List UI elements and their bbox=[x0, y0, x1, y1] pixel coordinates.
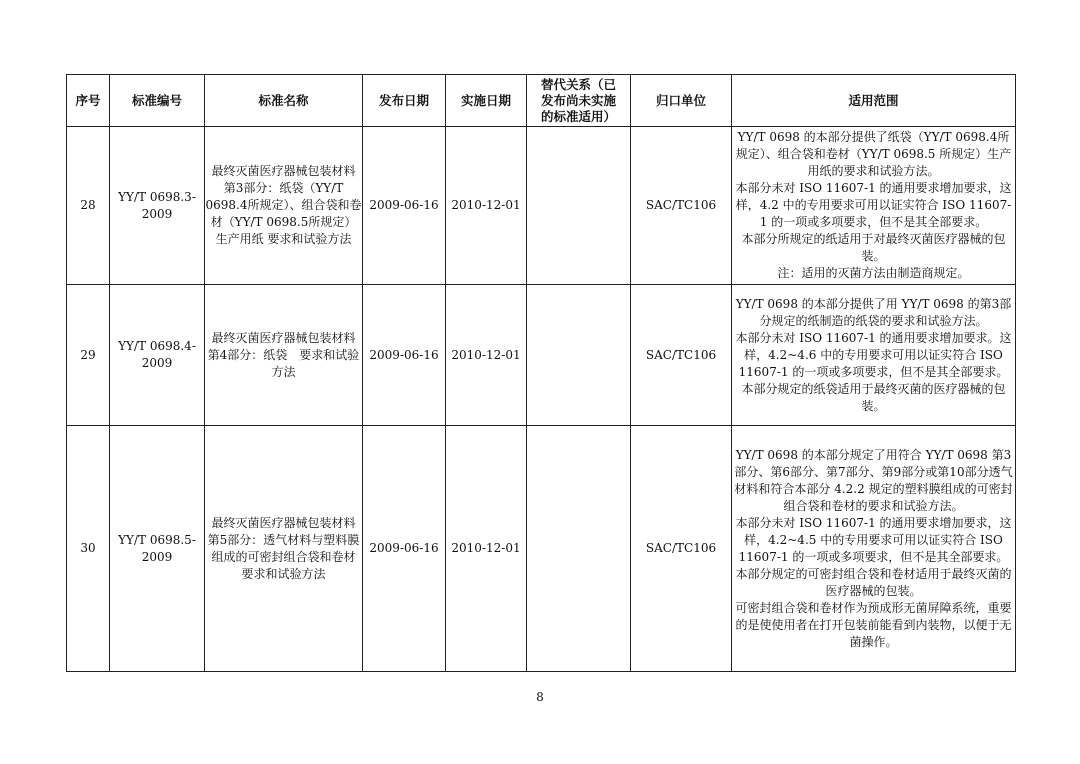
header-name: 标准名称 bbox=[205, 75, 363, 127]
header-dept: 归口单位 bbox=[631, 75, 732, 127]
cell-scope bbox=[732, 426, 1016, 672]
scope-paragraph: 可密封组合袋和卷材作为预成形无菌屏障系统，重要的是使使用者在打开包装前能看到内装物，以便于无菌操作。 bbox=[735, 600, 1012, 649]
header-scope: 适用范围 bbox=[732, 75, 1016, 127]
cell-name: 最终灭菌医疗器械包装材料 第4部分：纸袋 要求和试验方法 bbox=[205, 285, 363, 426]
scope-paragraph: 本部分规定的纸袋适用于最终灭菌的医疗器械的包装。 bbox=[741, 381, 1006, 413]
cell-seq: 29 bbox=[67, 285, 110, 426]
cell-scope bbox=[732, 127, 1016, 285]
table-row bbox=[67, 426, 1016, 672]
header-seq: 序号 bbox=[67, 75, 110, 127]
scope-paragraph: 本部分未对 ISO 11607-1 的通用要求增加要求，这样，4.2~4.5 中的专用要求可用以证实符合 ISO 11607-1 的一项或多项要求，但不是其全部要求。 bbox=[735, 515, 1012, 564]
cell-seq: 28 bbox=[67, 127, 110, 285]
cell-impl-date: 2010-12-01 bbox=[446, 285, 527, 426]
scope-paragraph: 本部分未对 ISO 11607-1 的通用要求增加要求。这样，4.2~4.6 中的专用要求可用以证实符合 ISO 11607-1 的一项或多项要求，但不是其全部要求。 bbox=[735, 330, 1012, 379]
cell-scope bbox=[732, 285, 1016, 426]
scope-paragraph: YY/T 0698 的本部分提供了纸袋（YY/T 0698.4所规定）、组合袋和卷材（YY/T 0698.5 所规定）生产用纸的要求和试验方法。 bbox=[735, 130, 1012, 178]
cell-impl-date: 2010-12-01 bbox=[446, 426, 527, 672]
cell-code: YY/T 0698.5-2009 bbox=[110, 426, 205, 672]
cell-replace bbox=[527, 426, 631, 672]
standards-table bbox=[66, 74, 1016, 672]
table-row bbox=[67, 127, 1016, 285]
cell-seq: 30 bbox=[67, 426, 110, 672]
cell-dept: SAC/TC106 bbox=[631, 127, 732, 285]
scope-paragraph: 本部分未对 ISO 11607-1 的通用要求增加要求，这样，4.2 中的专用要求可用以证实符合 ISO 11607-1 的一项或多项要求，但不是其全部要求。 bbox=[735, 181, 1012, 229]
cell-replace bbox=[527, 127, 631, 285]
cell-code: YY/T 0698.4-2009 bbox=[110, 285, 205, 426]
cell-replace bbox=[527, 285, 631, 426]
cell-code: YY/T 0698.3-2009 bbox=[110, 127, 205, 285]
scope-paragraph: 注：适用的灭菌方法由制造商规定。 bbox=[777, 266, 970, 280]
header-code: 标准编号 bbox=[110, 75, 205, 127]
header-publish-date: 发布日期 bbox=[363, 75, 446, 127]
cell-publish-date: 2009-06-16 bbox=[363, 127, 446, 285]
scope-paragraph: 本部分所规定的纸适用于对最终灭菌医疗器械的包装。 bbox=[741, 232, 1006, 263]
scope-paragraph: 本部分规定的可密封组合袋和卷材适用于最终灭菌的医疗器械的包装。 bbox=[735, 566, 1012, 598]
cell-dept: SAC/TC106 bbox=[631, 426, 732, 672]
header-replace: 替代关系（已发布尚未实施的标准适用） bbox=[527, 75, 631, 127]
cell-name: 最终灭菌医疗器械包装材料 第3部分：纸袋（YY/T 0698.4所规定）、组合袋和卷材（YY/T 0698.5所规定）生产用纸 要求和试验方法 bbox=[205, 127, 363, 285]
cell-publish-date: 2009-06-16 bbox=[363, 285, 446, 426]
scope-paragraph: YY/T 0698 的本部分提供了用 YY/T 0698 的第3部分规定的纸制造的纸袋的要求和试验方法。 bbox=[735, 296, 1012, 328]
scope-paragraph: YY/T 0698 的本部分规定了用符合 YY/T 0698 第3部分、第6部分、第7部分、第9部分或第10部分透气材料和符合本部分 4.2.2 规定的塑料膜组成的可密封组合袋和卷材的要求和试验方法。 bbox=[734, 447, 1013, 513]
page-number: 8 bbox=[536, 690, 544, 704]
cell-publish-date: 2009-06-16 bbox=[363, 426, 446, 672]
cell-dept: SAC/TC106 bbox=[631, 285, 732, 426]
cell-name: 最终灭菌医疗器械包装材料 第5部分：透气材料与塑料膜组成的可密封组合袋和卷材 要求和试验方法 bbox=[205, 426, 363, 672]
header-impl-date: 实施日期 bbox=[446, 75, 527, 127]
table-row bbox=[67, 285, 1016, 426]
cell-impl-date: 2010-12-01 bbox=[446, 127, 527, 285]
table-header-row bbox=[67, 75, 1016, 127]
